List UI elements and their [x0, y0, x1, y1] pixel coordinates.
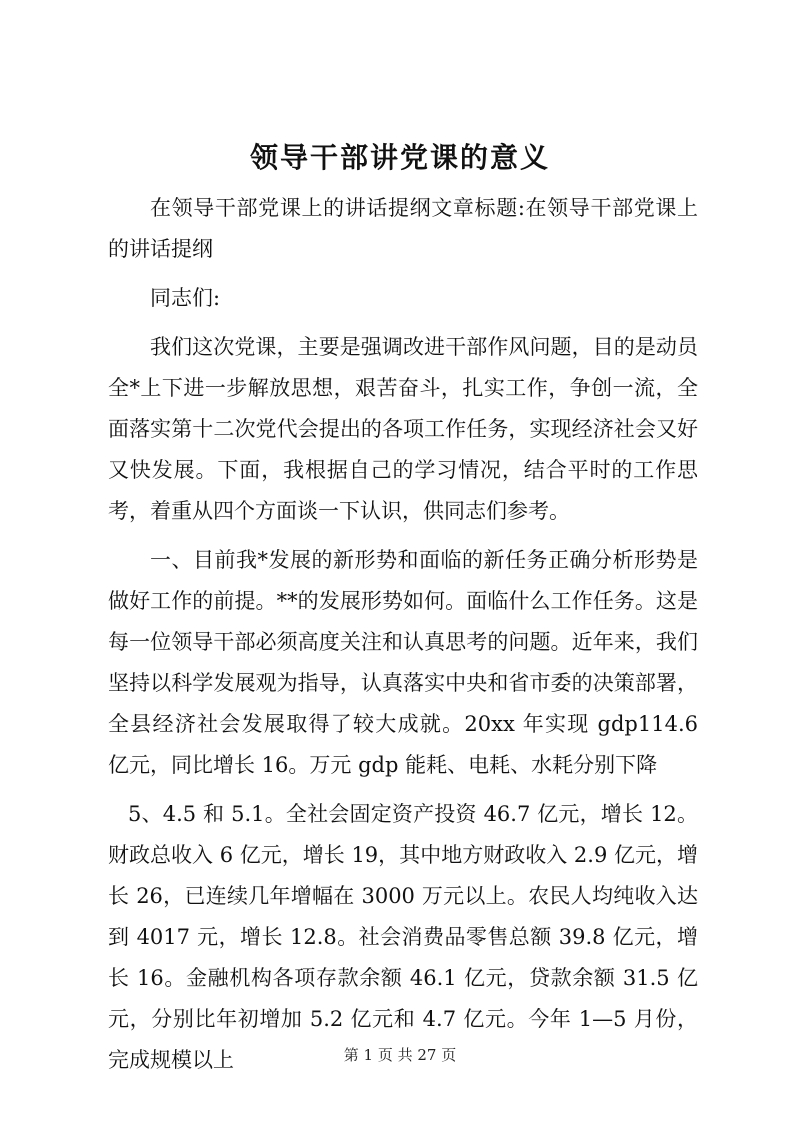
- paragraph-section-one: 一、目前我*发展的新形势和面临的新任务正确分析形势是做好工作的前提。**的发展形势如何。面临什么工作任务。这是每一位领导干部必须高度关注和认真思考的问题。近年来，我们坚持以科学发展观为指导，认真落实中央和省市委的决策部署，全县经济社会发展取得了较大成就。20xx 年实现 gdp114.6 亿元，同比增长 16。万元 gdp 能耗、电耗、水耗分别下降: [108, 548, 698, 777]
- paragraph-statistics: 5、4.5 和 5.1。全社会固定资产投资 46.7 亿元，增长 12。财政总收入 6 亿元，增长 19，其中地方财政收入 2.9 亿元，增长 26，已连续几年增幅在 3000 万元以上。农民人均纯收入达到 4017 元，增长 12.8。社会消费品零售总额 39.8 亿元，增长 16。金融机构各项存款余额 46.1 亿元，贷款余额 31.5 亿元，分别比年初增加 5.2 亿元和 4.7 亿元。今年 1—5 月份，完成规模以上: [108, 802, 698, 1072]
- page-footer: 第 1 页 共 27 页: [343, 1046, 457, 1064]
- paragraph-salutation: 同志们:: [150, 286, 221, 310]
- paragraph-heading-line: 在领导干部党课上的讲话提纲文章标题:在领导干部党课上的讲话提纲: [108, 196, 698, 261]
- paragraph-intro: 我们这次党课，主要是强调改进干部作风问题，目的是动员全*上下进一步解放思想，艰苦奋斗，扎实工作，争创一流，全面落实第十二次党代会提出的各项工作任务，实现经济社会又好又快发展。下面，我根据自己的学习情况，结合平时的工作思考，着重从四个方面谈一下认识，供同志们参考。: [108, 335, 698, 523]
- document-title: 领导干部讲党课的意义: [249, 141, 550, 174]
- document-body: [108, 188, 698, 1089]
